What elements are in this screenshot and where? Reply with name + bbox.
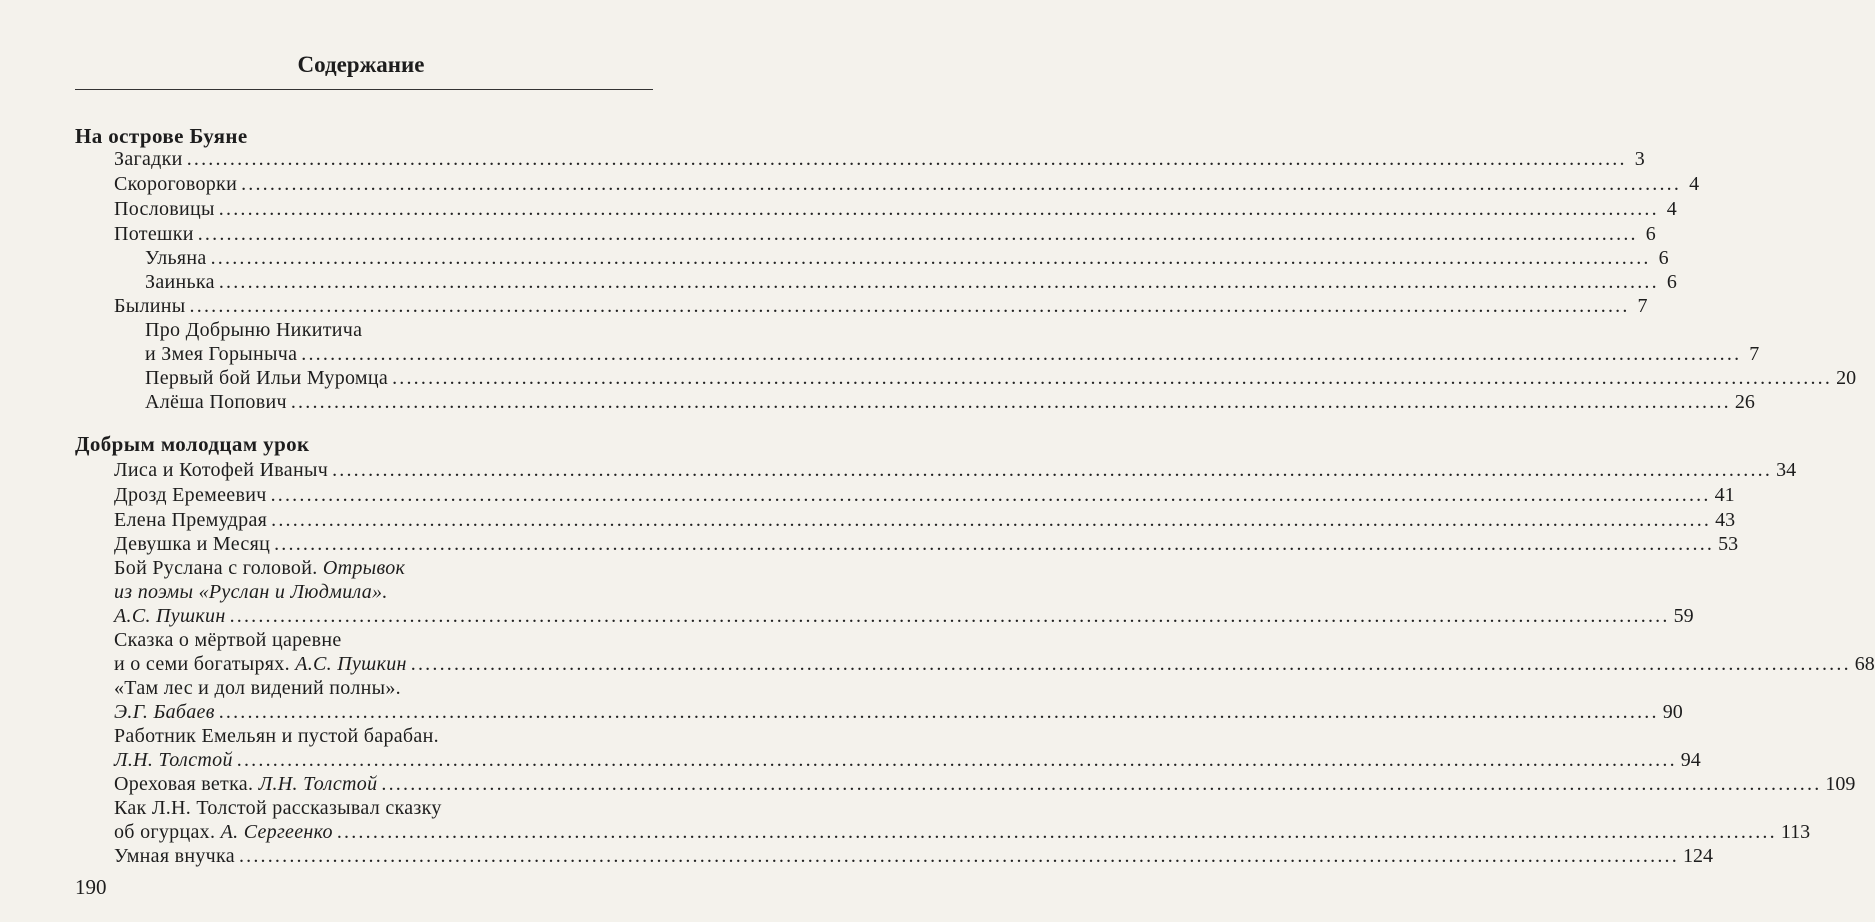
toc-entry-text: об огурцах. bbox=[114, 821, 216, 843]
toc-entry-title bbox=[114, 556, 405, 580]
toc-entry bbox=[0, 724, 700, 748]
toc-entry bbox=[0, 628, 700, 652]
toc-entry-text: Первый бой Ильи Муромца bbox=[145, 367, 389, 389]
toc-entry bbox=[0, 318, 700, 342]
dot-leader: ........................................................................................................................................................................................................ bbox=[218, 701, 1659, 723]
toc-entry-title bbox=[145, 318, 362, 342]
toc-entry bbox=[0, 172, 1700, 196]
toc-entry bbox=[0, 366, 1857, 390]
toc-entry bbox=[0, 197, 1677, 221]
toc-entry-page: 90 bbox=[1662, 701, 1683, 723]
toc-entry-page: 7 bbox=[1749, 343, 1760, 365]
title-underline bbox=[75, 89, 653, 90]
toc-entry-text: Загадки bbox=[114, 148, 183, 170]
dot-leader: ........................................................................................................................................................................................................ bbox=[336, 821, 1777, 843]
toc-entry-author: А. Сергеенко bbox=[220, 821, 333, 843]
toc-entry-title bbox=[114, 748, 233, 772]
toc-entry-page: 53 bbox=[1718, 533, 1739, 555]
toc-entry bbox=[0, 458, 1797, 482]
toc-entry bbox=[0, 580, 700, 604]
dot-leader: ........................................................................................................................................................................................................ bbox=[410, 653, 1851, 675]
page-number: 190 bbox=[75, 875, 107, 899]
dot-leader: ........................................................................................................................................................................................................ bbox=[218, 198, 1659, 220]
toc-entry-title bbox=[114, 652, 407, 676]
toc-entry-page: 6 bbox=[1666, 271, 1677, 293]
toc-entry-page: 6 bbox=[1658, 247, 1669, 269]
toc-entry-title bbox=[145, 390, 287, 414]
toc-entry-page: 6 bbox=[1645, 223, 1656, 245]
dot-leader: ........................................................................................................................................................................................................ bbox=[332, 459, 1773, 481]
dot-leader: ........................................................................................................................................................................................................ bbox=[186, 148, 1627, 170]
toc-entry-page: 34 bbox=[1776, 459, 1797, 481]
toc-entry-page: 20 bbox=[1836, 367, 1857, 389]
toc-entry bbox=[0, 342, 1760, 366]
toc-entry bbox=[0, 796, 700, 820]
toc-entry bbox=[0, 222, 1656, 246]
toc-entry-title bbox=[114, 580, 388, 604]
toc-entry-title bbox=[114, 532, 270, 556]
toc-entry-title bbox=[114, 222, 194, 246]
toc-entry-title bbox=[145, 270, 215, 294]
toc-entry-page: 109 bbox=[1825, 773, 1856, 795]
dot-leader: ........................................................................................................................................................................................................ bbox=[241, 173, 1682, 195]
toc-entry-text: Девушка и Месяц bbox=[114, 533, 271, 555]
toc-entry-page: 4 bbox=[1666, 198, 1677, 220]
toc-entry-title bbox=[114, 197, 215, 221]
section-title-1: На острове Буяне bbox=[75, 124, 248, 148]
toc-entry-title bbox=[114, 676, 401, 700]
toc-entry-page: 113 bbox=[1780, 821, 1811, 843]
toc-entry bbox=[0, 676, 700, 700]
toc-entry bbox=[0, 700, 1683, 724]
toc-entry-text: Умная внучка bbox=[114, 845, 235, 867]
toc-entry-text: Алёша Попович bbox=[145, 391, 287, 413]
toc-entry bbox=[0, 270, 1677, 294]
toc-entry-text: Ореховая ветка. bbox=[114, 773, 254, 795]
toc-entry-author: Отрывок bbox=[322, 557, 406, 579]
toc-entry-page: 26 bbox=[1734, 391, 1755, 413]
toc-entry-title bbox=[114, 796, 442, 820]
toc-entry bbox=[0, 772, 1856, 796]
dot-leader: ........................................................................................................................................................................................................ bbox=[218, 271, 1659, 293]
toc-entry-page: 43 bbox=[1715, 509, 1736, 531]
toc-entry bbox=[0, 532, 1739, 556]
toc-entry-page: 4 bbox=[1689, 173, 1700, 195]
dot-leader: ........................................................................................................................................................................................................ bbox=[274, 533, 1715, 555]
dot-leader: ........................................................................................................................................................................................................ bbox=[229, 605, 1670, 627]
dot-leader: ........................................................................................................................................................................................................ bbox=[189, 295, 1630, 317]
toc-entry-text: Пословицы bbox=[114, 198, 215, 220]
toc-entry-text: Работник Емельян и пустой барабан. bbox=[114, 725, 439, 747]
toc-entry-title bbox=[114, 604, 226, 628]
toc-entry-title bbox=[114, 820, 333, 844]
toc-entry-title bbox=[114, 147, 183, 171]
toc-entry-author: Л.Н. Толстой bbox=[114, 749, 233, 771]
toc-entry-title bbox=[114, 772, 377, 796]
page-title: Содержание bbox=[297, 52, 425, 77]
dot-leader: ........................................................................................................................................................................................................ bbox=[197, 223, 1638, 245]
toc-entry-author: Э.Г. Бабаев bbox=[114, 701, 215, 723]
toc-entry-page: 68 bbox=[1854, 653, 1875, 675]
toc-entry-title bbox=[114, 172, 237, 196]
dot-leader: ........................................................................................................................................................................................................ bbox=[392, 367, 1833, 389]
dot-leader: ........................................................................................................................................................................................................ bbox=[301, 343, 1742, 365]
toc-entry-title bbox=[145, 246, 207, 270]
toc-entry-page: 124 bbox=[1682, 845, 1713, 867]
toc-entry-text: Бой Руслана с головой. bbox=[114, 557, 318, 579]
dot-leader: ........................................................................................................................................................................................................ bbox=[238, 845, 1679, 867]
dot-leader: ........................................................................................................................................................................................................ bbox=[270, 484, 1711, 506]
toc-entry-title bbox=[114, 700, 215, 724]
toc-entry-text: Лиса и Котофей Иваныч bbox=[114, 459, 329, 481]
dot-leader: ........................................................................................................................................................................................................ bbox=[290, 391, 1731, 413]
toc-entry-title bbox=[114, 458, 328, 482]
toc-entry bbox=[0, 390, 1755, 414]
toc-entry-text: Скороговорки bbox=[114, 173, 238, 195]
toc-entry-title bbox=[145, 366, 388, 390]
dot-leader: ........................................................................................................................................................................................................ bbox=[381, 773, 1822, 795]
toc-entry-author: А.С. Пушкин bbox=[295, 653, 407, 675]
toc-entry-page: 41 bbox=[1714, 484, 1735, 506]
dot-leader: ........................................................................................................................................................................................................ bbox=[210, 247, 1651, 269]
toc-entry-text: «Там лес и дол видений полны». bbox=[114, 677, 401, 699]
toc-entry bbox=[0, 652, 1875, 676]
toc-entry-text: Сказка о мёртвой царевне bbox=[114, 629, 342, 651]
toc-entry-title bbox=[114, 628, 342, 652]
toc-entry-author: А.С. Пушкин bbox=[114, 605, 226, 627]
toc-entry bbox=[0, 820, 1811, 844]
toc-entry-text: и Змея Горыныча bbox=[145, 343, 298, 365]
toc-entry-page: 7 bbox=[1637, 295, 1648, 317]
toc-entry-text: Былины bbox=[114, 295, 186, 317]
toc-entry bbox=[0, 844, 1713, 868]
toc-entry-text: Как Л.Н. Толстой рассказывал сказку bbox=[114, 797, 442, 819]
toc-entry-text: Потешки bbox=[114, 223, 194, 245]
toc-entry-title bbox=[114, 724, 439, 748]
toc-entry bbox=[0, 246, 1669, 270]
toc-entry-page: 59 bbox=[1673, 605, 1694, 627]
toc-entry-author: Л.Н. Толстой bbox=[258, 773, 378, 795]
toc-entry-title bbox=[114, 294, 186, 318]
toc-entry-title bbox=[145, 342, 297, 366]
section-title-2: Добрым молодцам урок bbox=[75, 432, 310, 456]
toc-entry-text: и о семи богатырях. bbox=[114, 653, 290, 675]
toc-entry bbox=[0, 748, 1701, 772]
toc-entry-title bbox=[114, 844, 235, 868]
toc-entry-text: Ульяна bbox=[145, 247, 207, 269]
toc-entry-title bbox=[114, 508, 267, 532]
toc-entry bbox=[0, 508, 1736, 532]
toc-entry-text: Про Добрыню Никитича bbox=[145, 319, 363, 341]
toc-entry-page: 3 bbox=[1634, 148, 1645, 170]
toc-entry-author: из поэмы «Руслан и Людмила». bbox=[114, 581, 388, 603]
toc-entry bbox=[0, 483, 1735, 507]
dot-leader: ........................................................................................................................................................................................................ bbox=[236, 749, 1677, 771]
toc-entry-text: Дрозд Еремеевич bbox=[114, 484, 267, 506]
toc-entry-title bbox=[114, 483, 267, 507]
dot-leader: ........................................................................................................................................................................................................ bbox=[271, 509, 1712, 531]
toc-entry-text: Елена Премудрая bbox=[114, 509, 268, 531]
toc-entry bbox=[0, 294, 1648, 318]
toc-entry-page: 94 bbox=[1680, 749, 1701, 771]
toc-entry bbox=[0, 147, 1645, 171]
toc-entry bbox=[0, 604, 1694, 628]
toc-entry-text: Заинька bbox=[145, 271, 215, 293]
toc-entry bbox=[0, 556, 700, 580]
